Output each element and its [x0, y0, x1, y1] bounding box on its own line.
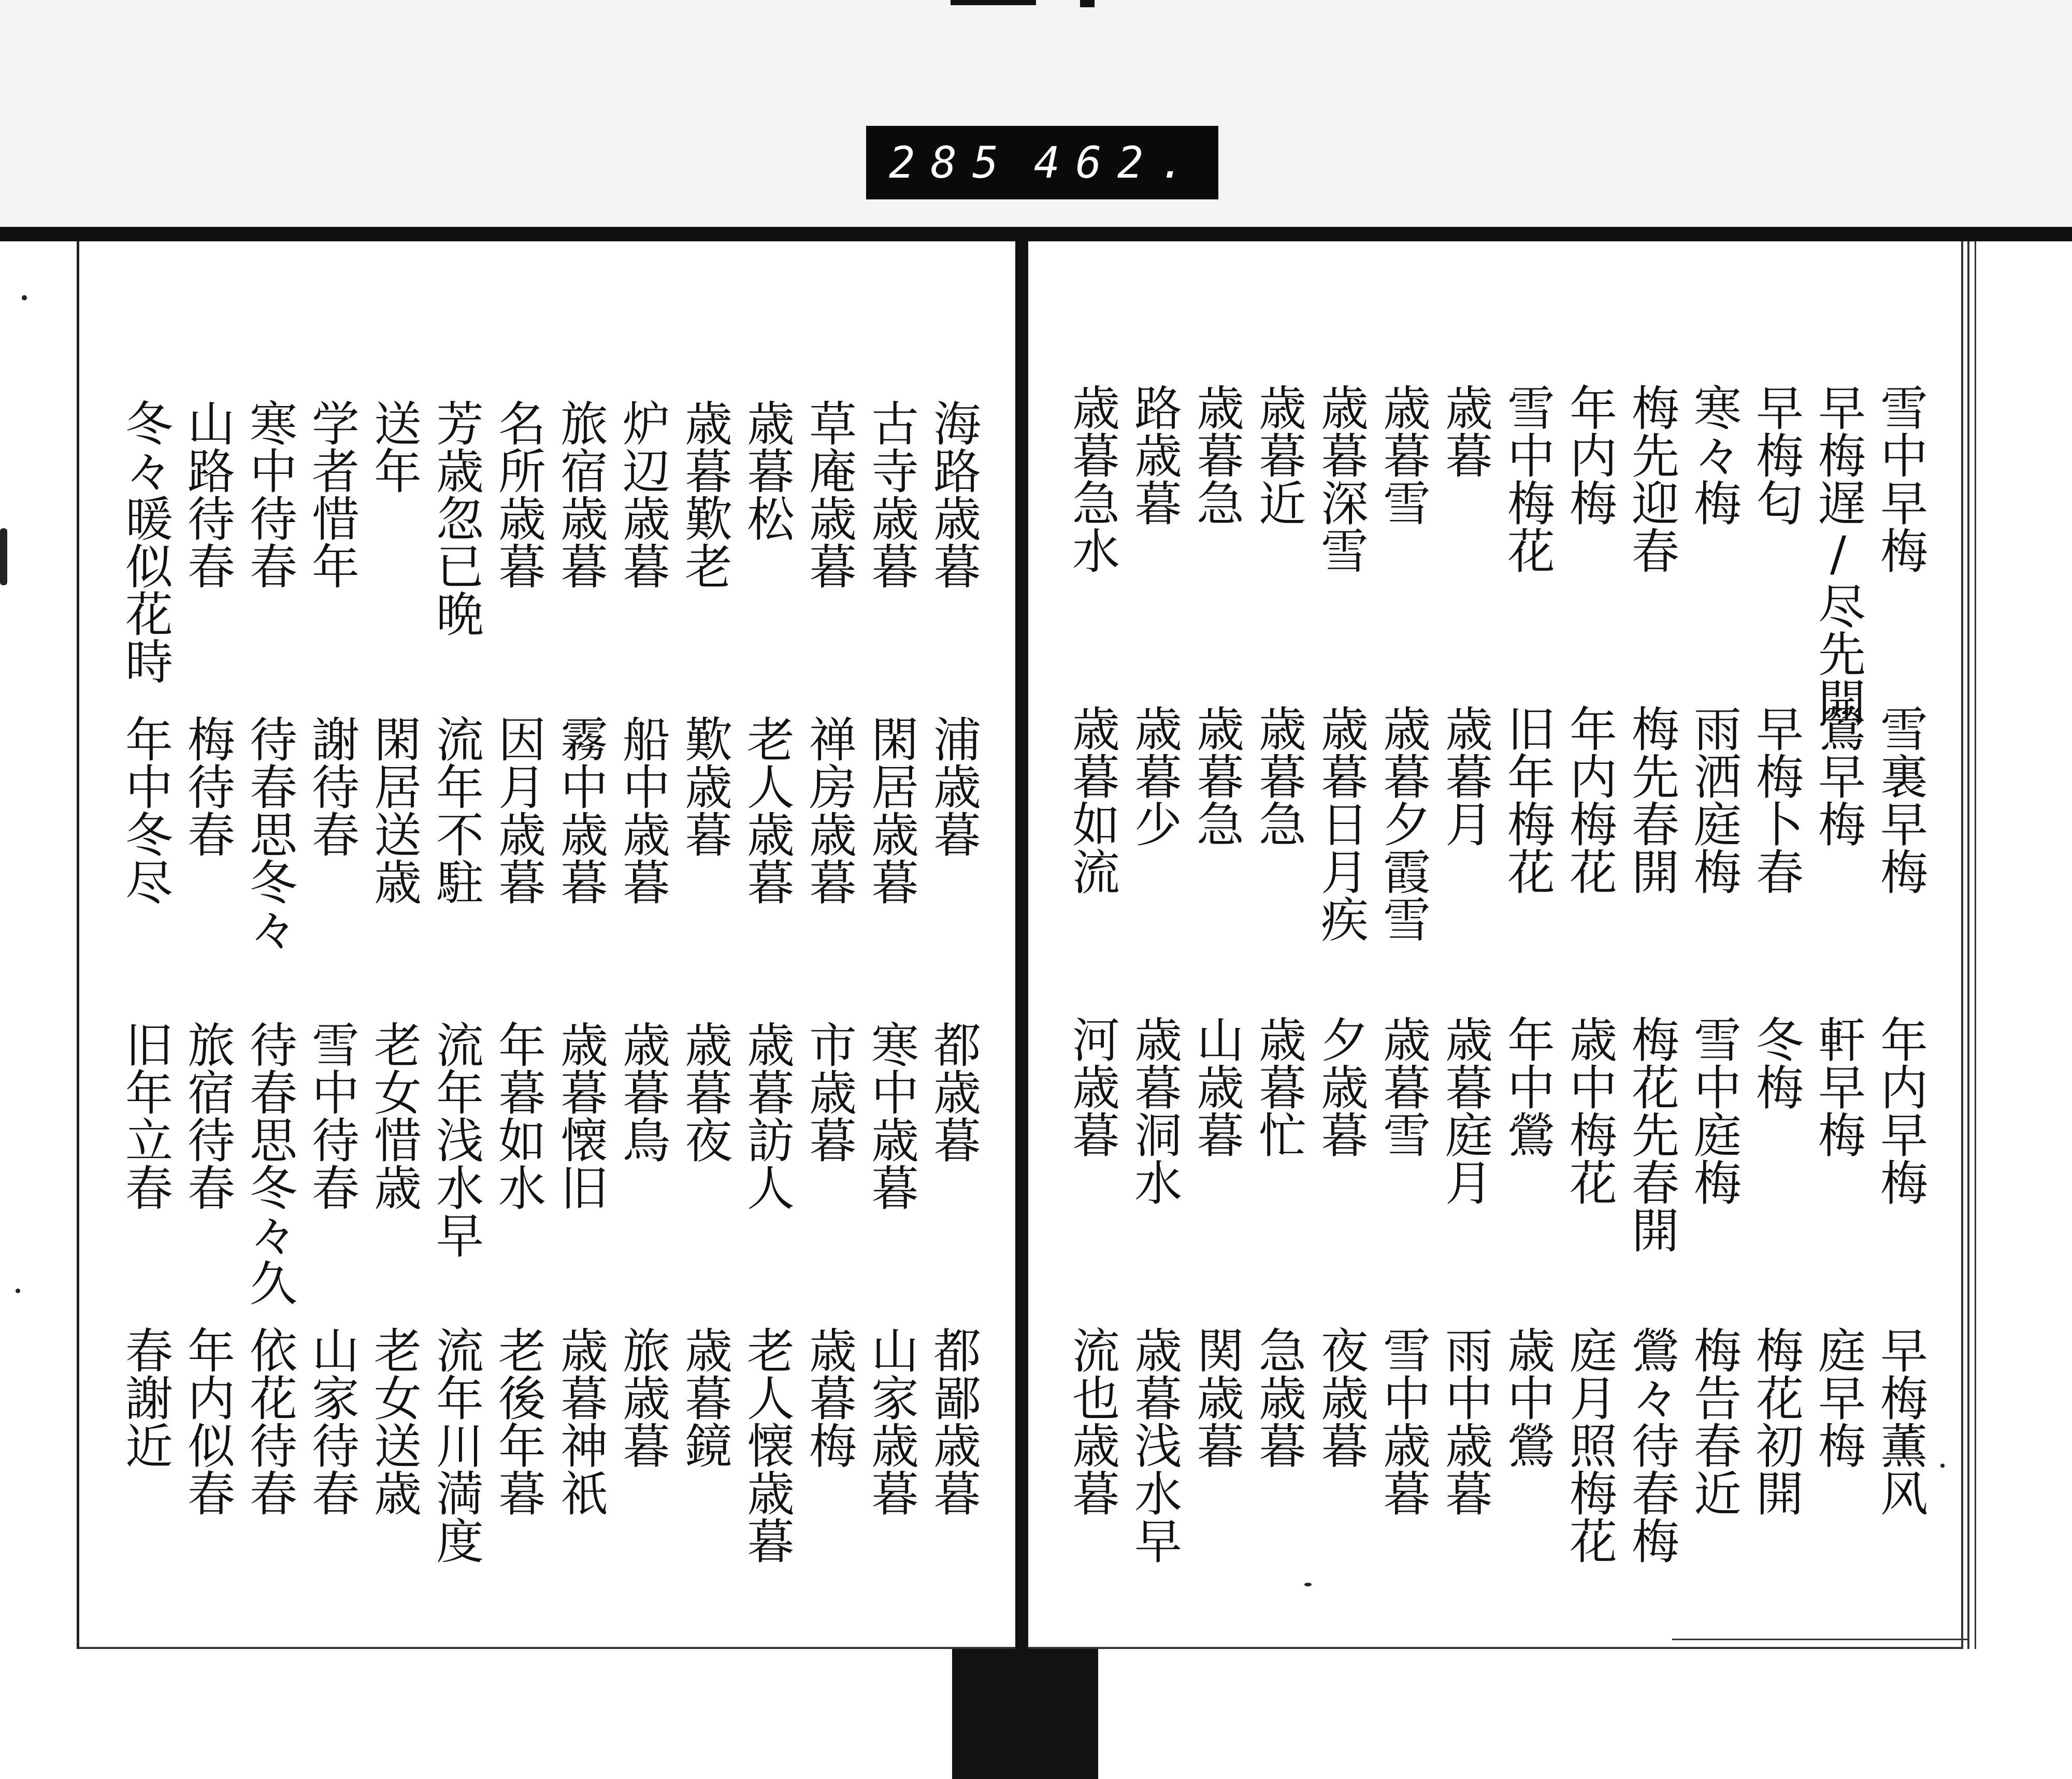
poem-title: 鶯々待春梅	[1624, 1326, 1679, 1564]
poem-title: 歳中鶯	[1500, 1326, 1555, 1469]
poem-title: 庭月照梅花	[1562, 1326, 1617, 1564]
poem-title: 山歳暮	[1189, 1015, 1244, 1158]
poem-title: 梅待春	[180, 715, 235, 858]
poem-title: 名所歳暮	[491, 399, 546, 589]
film-edge-mark	[1080, 0, 1095, 7]
poem-title: 夜歳暮	[1313, 1326, 1369, 1469]
poem-title: 待春思冬々	[242, 715, 297, 953]
poem-title: 禅房歳暮	[801, 715, 857, 905]
poem-title: 謝待春	[304, 715, 359, 858]
poem-title: 雨洒庭梅	[1686, 704, 1742, 895]
poem-title: 草庵歳暮	[801, 399, 857, 589]
poem-title: 霧中歳暮	[553, 715, 608, 905]
poem-title: 歳暮夕霞雪	[1375, 704, 1431, 943]
poem-title: 歳暮鏡	[677, 1326, 732, 1469]
poem-title: 歳暮急	[1251, 704, 1306, 847]
poem-title: 旅歳暮	[615, 1326, 670, 1469]
poem-title: 旧年立春	[118, 1020, 173, 1211]
poem-title: 老女送歳	[366, 1326, 422, 1516]
poem-title: 送年	[366, 399, 422, 494]
poem-title: 海路歳暮	[926, 399, 981, 589]
scan-speck	[22, 295, 27, 300]
poem-title: 山路待春	[180, 399, 235, 589]
poem-title: 流也歳暮	[1064, 1326, 1120, 1516]
poem-title: 歳暮松	[739, 399, 795, 542]
poem-title: 冬梅	[1748, 1015, 1804, 1110]
poem-title-block	[1061, 1015, 1931, 1253]
poem-title: 旧年梅花	[1500, 704, 1555, 895]
frame-number-left: 285	[889, 137, 1014, 188]
poem-title: 歳暮月	[1437, 704, 1493, 847]
poem-title: 歳暮懐旧	[553, 1020, 608, 1211]
poem-title: 歳暮深雪	[1313, 383, 1369, 574]
poem-title: 老人懐歳暮	[739, 1326, 795, 1564]
poem-title: 歳暮訪人	[739, 1020, 795, 1211]
poem-title: 浦歳暮	[926, 715, 981, 858]
poem-title: 歳暮夜	[677, 1020, 732, 1163]
poem-title: 歳暮急	[1189, 704, 1244, 847]
poem-title: 雪裏早梅	[1873, 704, 1928, 895]
poem-title: 早梅薫风	[1873, 1326, 1928, 1516]
scan-speck	[0, 528, 7, 585]
poem-title: 歳暮鳥	[615, 1020, 670, 1163]
poem-title-block	[1061, 704, 1931, 943]
poem-title: 旅宿歳暮	[553, 399, 608, 589]
poem-title: 年内早梅	[1873, 1015, 1928, 1206]
poem-title: 閑居歳暮	[864, 715, 919, 905]
poem-title: 市歳暮	[801, 1020, 857, 1163]
poem-title: 年中鶯	[1500, 1015, 1555, 1158]
page-edge-line	[1967, 241, 1969, 1649]
poem-title: 流年川満度	[428, 1326, 484, 1564]
poem-title: 雨中歳暮	[1437, 1326, 1493, 1516]
poem-title: 老女惜歳	[366, 1020, 422, 1211]
poem-title: 夕歳暮	[1313, 1015, 1369, 1158]
poem-title: 閑居送歳	[366, 715, 422, 905]
poem-title: 梅先春開	[1624, 704, 1679, 895]
poem-title: 歳暮雪	[1375, 1015, 1431, 1158]
poem-title-block	[114, 399, 984, 685]
poem-title: 歳暮忙	[1251, 1015, 1306, 1158]
poem-title: 歳暮歎老	[677, 399, 732, 589]
poem-title-block	[114, 715, 984, 953]
poem-title: 待春思冬々久	[242, 1020, 297, 1306]
poem-title: 歳中梅花	[1562, 1015, 1617, 1206]
poem-title: 歳暮如流	[1064, 704, 1120, 895]
film-edge-mark	[951, 0, 1036, 5]
poem-title: 年内似春	[180, 1326, 235, 1516]
poem-title: 歎歳暮	[677, 715, 732, 858]
poem-title: 歳暮	[1437, 383, 1493, 479]
poem-title: 年内梅	[1562, 383, 1617, 526]
poem-title: 老人歳暮	[739, 715, 795, 905]
poem-title: 河歳暮	[1064, 1015, 1120, 1158]
poem-title: 鶯早梅	[1810, 704, 1866, 847]
poem-title: 梅花初開	[1748, 1326, 1804, 1516]
poem-title: 雪中梅花	[1500, 383, 1555, 574]
poem-title: 船中歳暮	[615, 715, 670, 905]
poem-title: 流年浅水早	[428, 1020, 484, 1259]
poem-title: 歳暮雪	[1375, 383, 1431, 526]
poem-title: 早梅遅/尽先開	[1810, 383, 1866, 725]
poem-title-block	[1061, 383, 1931, 725]
poem-title: 歳暮梅	[801, 1326, 857, 1469]
poem-title: 歳暮急水	[1064, 383, 1120, 574]
scan-speck	[16, 1289, 20, 1293]
poem-title: 都歳暮	[926, 1020, 981, 1163]
frame-number-label	[866, 126, 1218, 199]
book-gutter	[1015, 241, 1028, 1649]
poem-title: 雪中早梅	[1873, 383, 1928, 574]
poem-title: 炉辺歳暮	[615, 399, 670, 589]
poem-title: 冬々暖似花時	[118, 399, 173, 685]
book-top-edge	[0, 227, 2072, 241]
poem-title: 寒々梅	[1686, 383, 1742, 526]
poem-title: 梅先迎春	[1624, 383, 1679, 574]
poem-title: 都鄙歳暮	[926, 1326, 981, 1516]
poem-title: 芳歳忽已晩	[428, 399, 484, 637]
poem-title: 雪中歳暮	[1375, 1326, 1431, 1516]
page-edge-line	[1975, 241, 1976, 1649]
poem-title-block	[114, 1326, 984, 1564]
poem-title: 歳暮浅水早	[1127, 1326, 1182, 1564]
poem-title: 旅宿待春	[180, 1020, 235, 1211]
poem-title: 依花待春	[242, 1326, 297, 1516]
poem-title: 軒早梅	[1810, 1015, 1866, 1158]
poem-title: 早梅匂	[1748, 383, 1804, 526]
frame-number-right: 462.	[1033, 137, 1201, 188]
page-edge-line	[1672, 1639, 1967, 1640]
poem-title: 山家歳暮	[864, 1326, 919, 1516]
poem-title: 歳暮急	[1189, 383, 1244, 526]
scan-speck	[1940, 1464, 1945, 1468]
poem-title-block	[114, 1020, 984, 1306]
poem-title: 流年不駐	[428, 715, 484, 905]
poem-title: 路歳暮	[1127, 383, 1182, 526]
poem-title: 梅花先春開	[1624, 1015, 1679, 1253]
poem-title: 歳暮少	[1127, 704, 1182, 847]
poem-title: 歳暮庭月	[1437, 1015, 1493, 1206]
poem-title: 年内梅花	[1562, 704, 1617, 895]
poem-title: 寒中待春	[242, 399, 297, 589]
poem-title: 雪中庭梅	[1686, 1015, 1742, 1206]
poem-title: 雪中待春	[304, 1020, 359, 1211]
poem-title: 学者惜年	[304, 399, 359, 589]
binding-shadow	[952, 1649, 1098, 1779]
poem-title: 山家待春	[304, 1326, 359, 1516]
poem-title: 関歳暮	[1189, 1326, 1244, 1469]
poem-title: 古寺歳暮	[864, 399, 919, 589]
poem-title-block	[1061, 1326, 1931, 1564]
scan-speck	[1304, 1583, 1312, 1586]
poem-title: 老後年暮	[491, 1326, 546, 1516]
poem-title: 庭早梅	[1810, 1326, 1866, 1469]
poem-title: 梅告春近	[1686, 1326, 1742, 1516]
poem-title: 早梅卜春	[1748, 704, 1804, 895]
poem-title: 春謝近	[118, 1326, 173, 1469]
poem-title: 寒中歳暮	[864, 1020, 919, 1211]
poem-title: 因月歳暮	[491, 715, 546, 905]
poem-title: 歳暮日月疾	[1313, 704, 1369, 943]
poem-title: 歳暮近	[1251, 383, 1306, 526]
poem-title: 歳暮神祇	[553, 1326, 608, 1516]
poem-title: 年中冬尽	[118, 715, 173, 905]
poem-title: 歳暮洞水	[1127, 1015, 1182, 1206]
poem-title: 急歳暮	[1251, 1326, 1306, 1469]
poem-title: 年暮如水	[491, 1020, 546, 1211]
